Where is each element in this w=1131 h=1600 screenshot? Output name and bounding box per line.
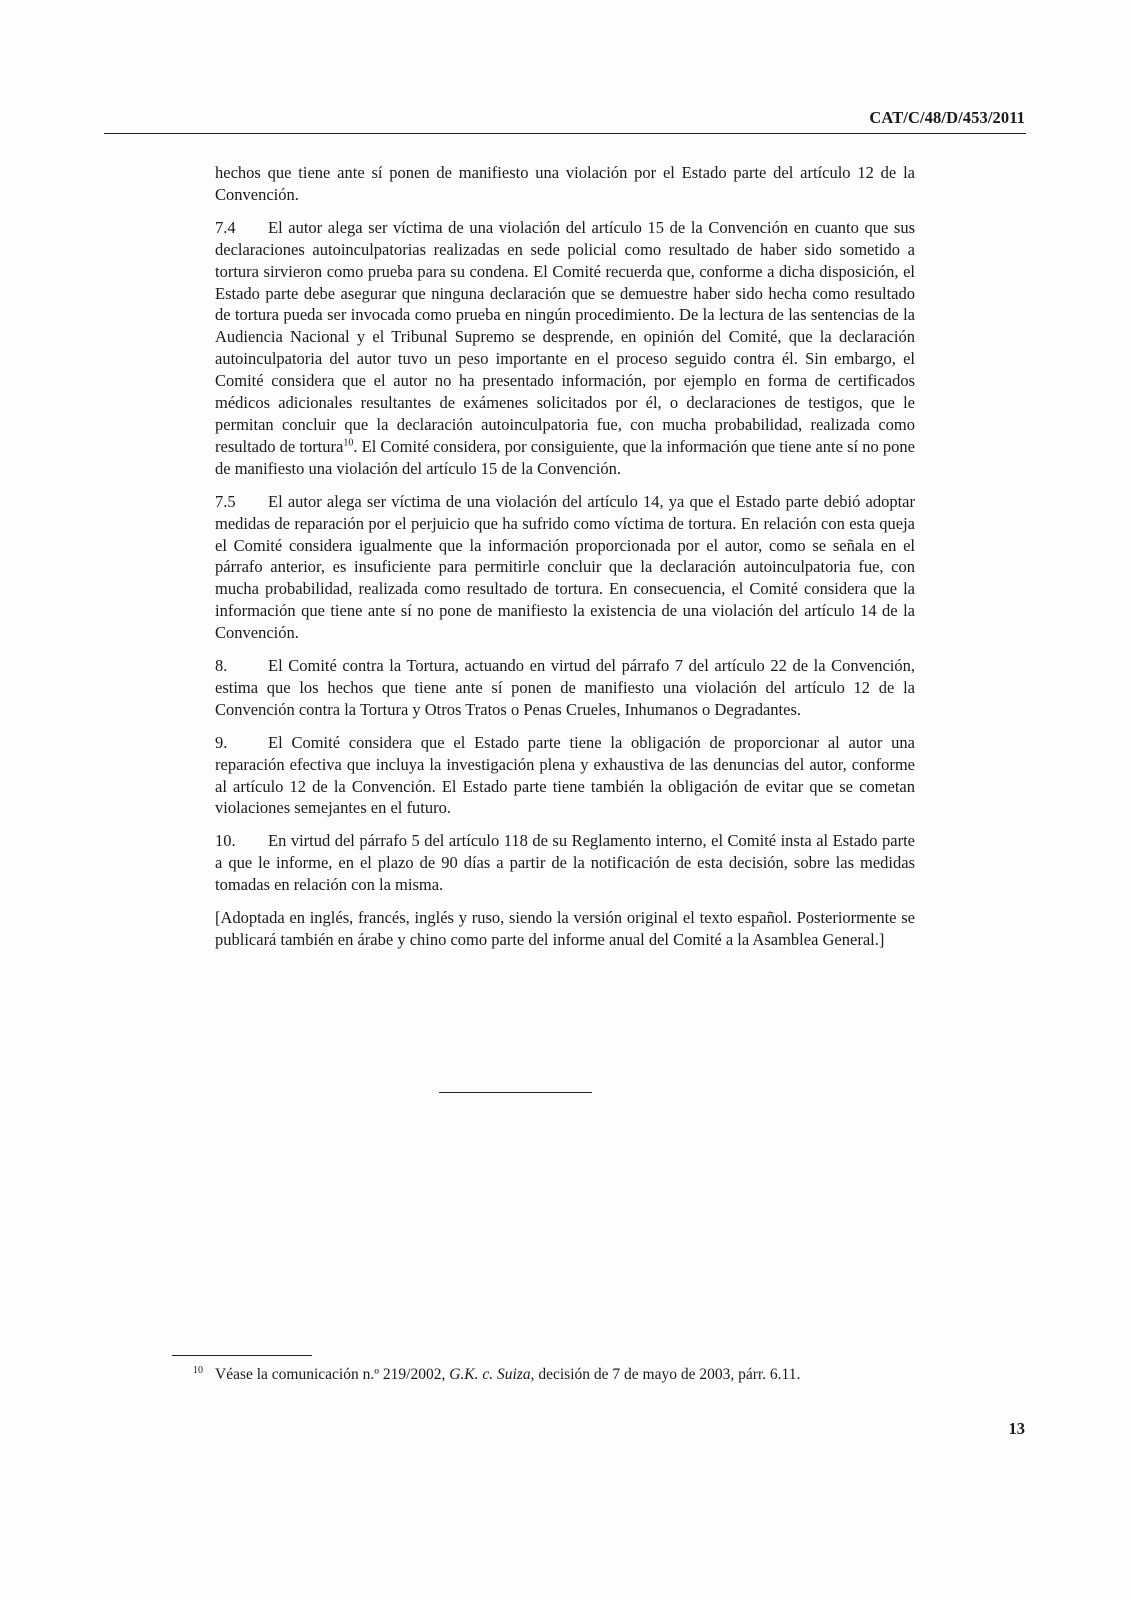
header-rule <box>104 133 1026 134</box>
footnote: 10 Véase la comunicación n.º 219/2002, G.K. c. Suiza, decisión de 7 de mayo de 2003, párr. 6.11. <box>193 1364 801 1383</box>
paragraph-number: 8. <box>215 656 228 676</box>
paragraph-number: 9. <box>215 732 228 752</box>
paragraph-8 <box>215 655 915 721</box>
body-text <box>215 162 915 962</box>
paragraph-10 <box>215 830 915 896</box>
document-symbol: CAT/C/48/D/453/2011 <box>869 108 1025 127</box>
paragraph-9 <box>215 732 915 820</box>
paragraph-7-5 <box>215 491 915 644</box>
paragraph-7-4 <box>215 217 915 480</box>
end-of-document-rule <box>439 1092 592 1093</box>
footnote-text: Véase la comunicación n.º 219/2002, <box>215 1366 450 1383</box>
paragraph-continuation <box>215 162 915 206</box>
footnote-separator <box>172 1355 312 1356</box>
paragraph-text: hechos que tiene ante sí ponen de manifiesto una violación por el Estado parte del artículo 12 de la Convención. <box>215 163 915 204</box>
footnote-text-after: , decisión de 7 de mayo de 2003, párr. 6.11. <box>530 1366 801 1383</box>
paragraph-text: El autor alega ser víctima de una violación del artículo 15 de la Convención en cuanto que sus declaraciones autoinculpatorias realizadas en sede policial como resultado de haber sido sometido a tortura sirvieron como prueba para su condena. El Comité recuerda que, conforme a dicha disposición, el Estado parte debe asegurar que ninguna declaración que se demuestre haber sido hecha como resultado de tortura pueda ser invocada como prueba en ningún procedimiento. De la lectura de las sentencias de la Audiencia Nacional y el Tribunal Supremo se desprende, en opinión del Comité, que la declaración autoinculpatoria del autor tuvo un peso importante en el proceso seguido contra él. Sin embargo, el Comité considera que el autor no ha presentado información, por ejemplo en forma de certificados médicos adicionales resultantes de exámenes solicitados por él, o declaraciones de testigos, que le permitan concluir que la declaración autoinculpatoria fue, con mucha probabilidad, realizada como resultado de tortura <box>215 217 915 456</box>
paragraph-number: 10. <box>215 831 236 851</box>
paragraph-text-after-footnote: . El Comité considera, por consiguiente, que la información que tiene ante sí no pone de manifiesto una violación del artículo 15 de la Convención. <box>215 436 915 478</box>
paragraph-number: 7.4 <box>215 217 236 237</box>
paragraph-text: El Comité contra la Tortura, actuando en virtud del párrafo 7 del artículo 22 de la Convención, estima que los hechos que tiene ante sí ponen de manifiesto una violación del artículo 12 de la Convención contra la Tortura y Otros Tratos o Penas Crueles, Inhumanos o Degradantes. <box>215 656 915 719</box>
footnote-case-title: G.K. c. Suiza <box>449 1366 531 1383</box>
paragraph-number: 7.5 <box>215 491 236 511</box>
page-number: 13 <box>1008 1419 1025 1438</box>
paragraph-text: [Adoptada en inglés, francés, inglés y ruso, siendo la versión original el texto español. Posteriormente se publicará también en árabe y chino como parte del informe anual del Comité a la Asamblea General.] <box>215 908 915 949</box>
footnote-reference[interactable]: 10 <box>343 437 354 449</box>
paragraph-text: El Comité considera que el Estado parte tiene la obligación de proporcionar al autor una reparación efectiva que incluya la investigación plena y exhaustiva de las denuncias del autor, conforme al artículo 12 de la Convención. El Estado parte tiene también la obligación de evitar que se cometan violaciones semejantes en el futuro. <box>215 732 915 818</box>
paragraph-text: El autor alega ser víctima de una violación del artículo 14, ya que el Estado parte debió adoptar medidas de reparación por el perjuicio que ha sufrido como víctima de tortura. En relación con esta queja el Comité considera igualmente que la información proporcionada por el autor, como se señala en el párrafo anterior, es insuficiente para permitirle concluir que la declaración autoinculpatoria fue, con mucha probabilidad, realizada como resultado de tortura. En consecuencia, el Comité considera que la información que tiene ante sí no pone de manifiesto la existencia de una violación del artículo 14 de la Convención. <box>215 491 915 643</box>
paragraph-text: En virtud del párrafo 5 del artículo 118 de su Reglamento interno, el Comité insta al Estado parte a que le informe, en el plazo de 90 días a partir de la notificación de esta decisión, sobre las medidas tomadas en relación con la misma. <box>215 831 915 895</box>
adoption-note <box>215 907 915 951</box>
